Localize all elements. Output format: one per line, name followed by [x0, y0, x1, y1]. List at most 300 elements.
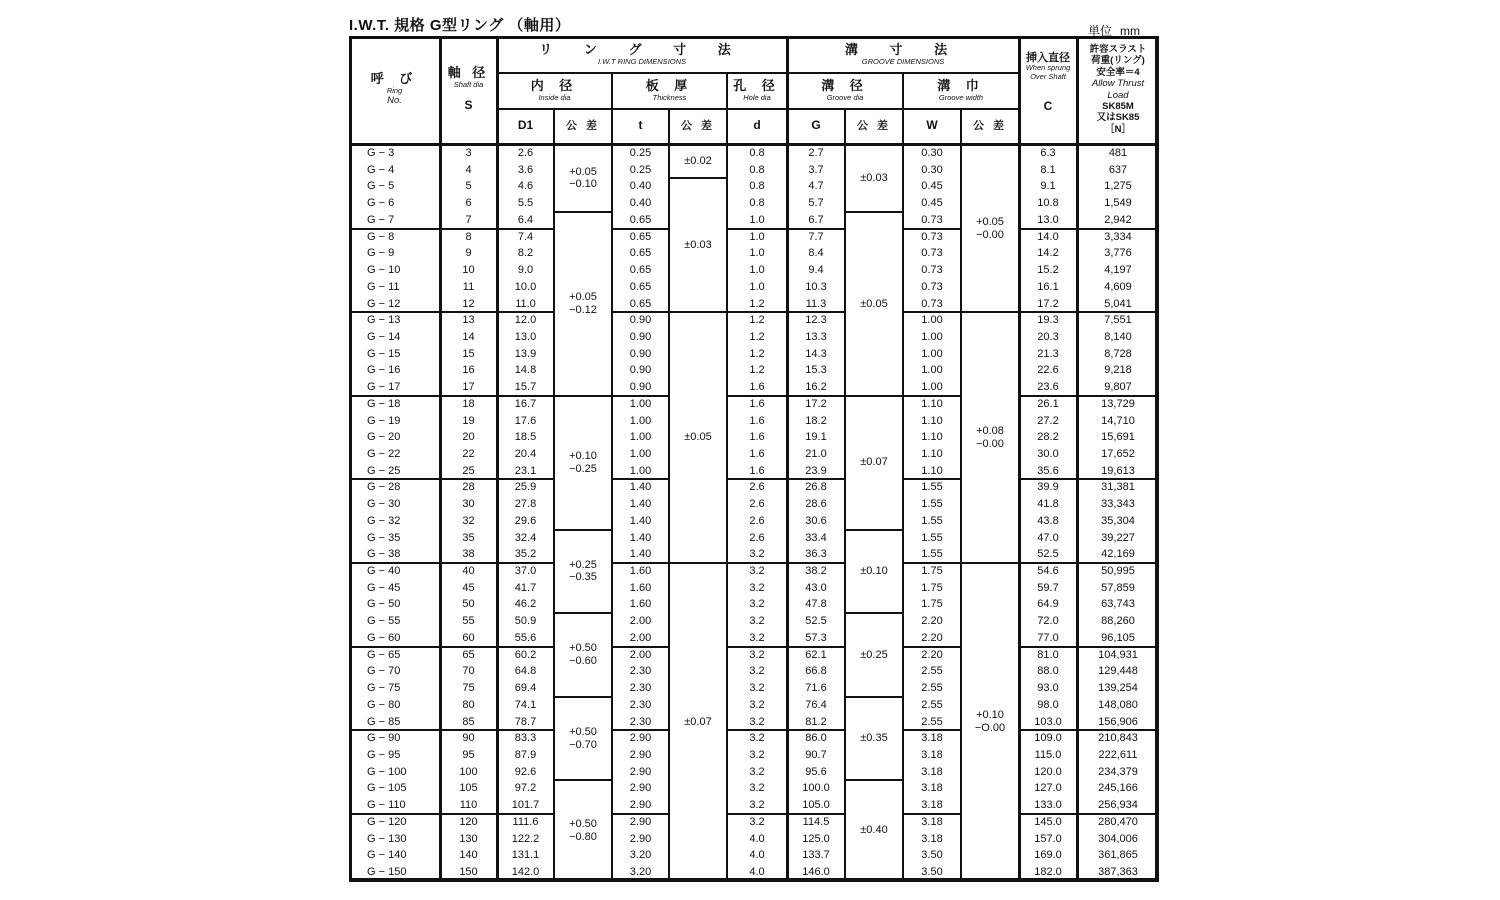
cell-no: G − 16 — [367, 364, 401, 377]
cell-g: 36.3 — [805, 548, 827, 561]
grid-line — [903, 729, 961, 731]
cell-d: 0.8 — [749, 197, 765, 210]
ring-no-en: Ring — [386, 86, 403, 96]
cell-no: G − 100 — [367, 765, 407, 778]
cell-d: 3.2 — [749, 615, 765, 628]
grid-line — [1077, 395, 1159, 397]
cell-t: 0.40 — [629, 180, 652, 193]
cell-d1: 17.6 — [514, 414, 537, 427]
cell-s: 11 — [462, 280, 475, 293]
grid-line — [668, 108, 670, 882]
cell-s: 140 — [459, 849, 478, 862]
cell-s: 45 — [462, 581, 475, 594]
cell-t: 0.65 — [629, 264, 652, 277]
cell-g: 105.0 — [802, 799, 830, 812]
thrust-l8: ［N］ — [1105, 123, 1131, 135]
cell-d: 3.2 — [749, 698, 765, 711]
cell-g: 26.8 — [805, 481, 827, 494]
cell-c: 19.3 — [1037, 314, 1059, 327]
cell-w: 0.73 — [921, 264, 943, 277]
grid-line — [903, 478, 961, 480]
grid-line — [496, 36, 499, 882]
cell-s: 65 — [462, 648, 475, 661]
grid-line — [612, 311, 669, 313]
cell-g: 8.4 — [808, 247, 824, 260]
cell-no: G − 55 — [367, 615, 401, 628]
cell-g: 38.2 — [805, 565, 827, 578]
cell-d1: 23.1 — [514, 464, 537, 477]
cell-no: G − 65 — [367, 648, 401, 661]
grid-line — [440, 478, 497, 480]
g-ring-spec-table — [349, 36, 1159, 882]
cell-c: 127.0 — [1034, 782, 1062, 795]
tolerance-minus: −0.10 — [569, 178, 597, 191]
grid-line — [726, 72, 728, 882]
cell-w: 3.18 — [921, 748, 943, 761]
grid-line — [727, 729, 787, 731]
cell-d: 2.6 — [749, 514, 765, 527]
cell-c: 35.6 — [1037, 464, 1059, 477]
cell-c: 64.9 — [1037, 598, 1059, 611]
tolerance-g — [845, 697, 903, 781]
grid-line — [612, 562, 669, 564]
grid-line — [1077, 729, 1159, 731]
cell-s: 19 — [462, 414, 475, 427]
grid-line — [1077, 813, 1159, 815]
cell-c: 81.0 — [1037, 648, 1059, 661]
inside-en: Inside dia — [538, 93, 571, 103]
cell-load: 14,710 — [1101, 414, 1135, 427]
tolerance-w — [961, 312, 1019, 563]
cell-s: 10 — [462, 264, 475, 277]
cell-c: 22.6 — [1037, 364, 1059, 377]
cell-t: 2.00 — [629, 631, 652, 644]
grid-line — [554, 529, 612, 531]
cell-load: 19,613 — [1101, 464, 1135, 477]
cell-d1: 60.2 — [514, 648, 537, 661]
cell-g: 76.4 — [805, 698, 827, 711]
cell-g: 9.4 — [808, 264, 824, 277]
header-sym-d1: D1 — [517, 118, 534, 133]
cell-s: 6 — [465, 197, 472, 210]
cell-g: 90.7 — [805, 748, 827, 761]
cell-no: G − 105 — [367, 782, 407, 795]
cell-t: 3.20 — [629, 865, 652, 878]
grid-line — [727, 562, 787, 564]
cell-load: 2,942 — [1104, 213, 1132, 226]
grid-line — [612, 729, 669, 731]
cell-t: 0.65 — [629, 213, 652, 226]
cell-s: 110 — [459, 799, 478, 812]
unit-value: mm — [1120, 24, 1141, 38]
cell-t: 2.30 — [629, 715, 652, 728]
cell-d1: 6.4 — [517, 213, 534, 226]
cell-s: 15 — [462, 347, 475, 360]
cell-no: G − 90 — [367, 732, 401, 745]
cell-load: 222,611 — [1098, 748, 1138, 761]
cell-s: 90 — [462, 732, 475, 745]
cell-d1: 74.1 — [514, 698, 537, 711]
cell-w: 1.75 — [921, 581, 943, 594]
grid-line — [1076, 36, 1079, 882]
cell-t: 0.25 — [629, 163, 652, 176]
cell-t: 2.90 — [629, 748, 652, 761]
cell-t: 0.65 — [629, 280, 652, 293]
header-groove-width — [903, 73, 1019, 109]
cell-no: G − 3 — [367, 147, 395, 160]
cell-no: G − 20 — [367, 431, 401, 444]
cell-d1: 5.5 — [517, 197, 534, 210]
grid-line — [844, 108, 846, 882]
cell-no: G − 10 — [367, 264, 401, 277]
cell-w: 3.50 — [921, 849, 943, 862]
cell-d: 0.8 — [749, 163, 765, 176]
tolerance-d1 — [554, 212, 612, 396]
cell-d1: 29.6 — [514, 514, 537, 527]
grid-line — [612, 646, 669, 648]
tolerance-minus: −0.25 — [569, 462, 597, 475]
cell-no: G − 8 — [367, 230, 395, 243]
cell-t: 1.40 — [629, 531, 652, 544]
cell-d: 1.6 — [749, 397, 765, 410]
grid-line — [497, 311, 554, 313]
grid-line — [1077, 311, 1159, 313]
cell-c: 26.1 — [1037, 397, 1059, 410]
cell-load: 139,254 — [1098, 682, 1138, 695]
cell-g: 4.7 — [808, 180, 824, 193]
cell-c: 72.0 — [1037, 615, 1059, 628]
cell-c: 157.0 — [1034, 832, 1062, 845]
cell-w: 1.55 — [921, 498, 943, 511]
tolerance-minus: −0.12 — [569, 303, 597, 316]
grid-line — [787, 562, 845, 564]
cell-d1: 41.7 — [514, 581, 537, 594]
grid-line — [845, 211, 903, 213]
thrust-l7: 又はSK85 — [1096, 112, 1140, 124]
cell-load: 42,169 — [1101, 548, 1135, 561]
cell-d: 3.2 — [749, 732, 765, 745]
header-shaft-dia — [440, 36, 497, 143]
cell-w: 1.00 — [921, 347, 943, 360]
cell-no: G − 150 — [367, 865, 407, 878]
header-ring-no — [349, 36, 440, 143]
grid-line — [787, 813, 845, 815]
tolerance-g — [845, 145, 903, 212]
grid-line — [903, 562, 961, 564]
cell-w: 1.10 — [921, 464, 943, 477]
cell-g: 23.9 — [805, 464, 827, 477]
header-tol-t: 公 差 — [680, 119, 716, 132]
cell-s: 16 — [462, 364, 475, 377]
grid-line — [440, 562, 497, 564]
cell-g: 57.3 — [805, 631, 827, 644]
grid-line — [497, 646, 554, 648]
cell-g: 30.6 — [805, 514, 827, 527]
cell-d: 1.2 — [749, 364, 765, 377]
cell-c: 169.0 — [1034, 849, 1062, 862]
cell-s: 17 — [462, 381, 475, 394]
cell-load: 9,218 — [1104, 364, 1132, 377]
cell-g: 19.1 — [805, 431, 827, 444]
tolerance-plus: ±0.25 — [860, 648, 888, 661]
header-groove-dimensions — [787, 36, 1019, 73]
groove-dim-jp: 溝 寸 法 — [844, 41, 962, 57]
cell-c: 109.0 — [1034, 732, 1062, 745]
tolerance-plus: ±0.10 — [860, 565, 888, 578]
cell-no: G − 22 — [367, 447, 401, 460]
cell-d1: 16.7 — [514, 397, 537, 410]
cell-w: 3.18 — [921, 799, 943, 812]
cell-no: G − 32 — [367, 514, 401, 527]
shaft-sym: S — [464, 98, 473, 113]
cell-g: 16.2 — [805, 381, 827, 394]
tolerance-plus: +0.50 — [569, 725, 597, 738]
header-tol-d1: 公 差 — [565, 119, 601, 132]
ring-no-jp: 呼 び — [370, 71, 419, 87]
cell-g: 62.1 — [805, 648, 827, 661]
grid-line — [611, 72, 613, 882]
cell-c: 28.2 — [1037, 431, 1059, 444]
grid-line — [1077, 646, 1159, 648]
cell-w: 2.55 — [921, 698, 943, 711]
cell-d: 1.6 — [749, 464, 765, 477]
cell-d: 3.2 — [749, 598, 765, 611]
cell-t: 2.30 — [629, 698, 652, 711]
cell-g: 12.3 — [805, 314, 827, 327]
grid-line — [903, 311, 961, 313]
thickness-en: Thickness — [652, 93, 687, 103]
cell-d: 3.2 — [749, 682, 765, 695]
cell-d: 3.2 — [749, 765, 765, 778]
cell-d1: 3.6 — [517, 163, 534, 176]
ring-dim-jp: リ ン グ 寸 法 — [539, 41, 745, 57]
cell-c: 39.9 — [1037, 481, 1059, 494]
grid-line — [787, 395, 845, 397]
grid-line — [727, 813, 787, 815]
cell-t: 1.60 — [629, 581, 652, 594]
cell-g: 71.6 — [805, 682, 827, 695]
tolerance-t — [669, 145, 727, 178]
grid-line — [903, 395, 961, 397]
tolerance-g — [845, 396, 903, 530]
cell-s: 3 — [465, 147, 472, 160]
ring-no-en2: No. — [387, 94, 402, 106]
cell-w: 0.30 — [921, 163, 943, 176]
cell-d1: 37.0 — [514, 565, 537, 578]
cell-no: G − 35 — [367, 531, 401, 544]
cell-load: 104,931 — [1098, 648, 1138, 661]
tolerance-minus: −0.60 — [569, 654, 597, 667]
cell-d1: 27.8 — [514, 498, 537, 511]
thrust-l3: 安全率＝4 — [1096, 66, 1140, 78]
grid-line — [1019, 562, 1077, 564]
cell-c: 43.8 — [1037, 514, 1059, 527]
grid-line — [727, 228, 787, 230]
grid-line — [612, 478, 669, 480]
tolerance-plus: ±0.07 — [860, 456, 888, 469]
cell-w: 3.18 — [921, 765, 943, 778]
grid-line — [349, 813, 440, 815]
cell-no: G − 28 — [367, 481, 401, 494]
cell-load: 7,551 — [1104, 314, 1132, 327]
shaft-jp: 軸 径 — [447, 64, 490, 80]
cell-g: 95.6 — [805, 765, 827, 778]
grid-line — [497, 478, 554, 480]
cell-s: 100 — [459, 765, 478, 778]
cell-load: 3,776 — [1104, 247, 1132, 260]
cell-s: 13 — [462, 314, 475, 327]
shaft-en: Shaft dia — [453, 79, 484, 89]
tolerance-plus: +0.25 — [569, 558, 597, 571]
cell-d: 3.2 — [749, 648, 765, 661]
cell-load: 1,549 — [1104, 197, 1132, 210]
cell-w: 1.55 — [921, 481, 943, 494]
cell-no: G − 7 — [367, 213, 395, 226]
cell-no: G − 17 — [367, 381, 401, 394]
cell-g: 18.2 — [805, 414, 827, 427]
grid-line — [787, 228, 845, 230]
cell-d1: 25.9 — [514, 481, 537, 494]
cell-load: 13,729 — [1101, 397, 1135, 410]
cell-d1: 122.2 — [511, 832, 540, 845]
cell-t: 2.90 — [629, 782, 652, 795]
tolerance-plus: +0.05 — [976, 215, 1004, 228]
cell-w: 1.55 — [921, 531, 943, 544]
cell-load: 637 — [1108, 163, 1128, 176]
tolerance-plus: +0.50 — [569, 642, 597, 655]
grid-line — [787, 311, 845, 313]
grid-line — [1019, 311, 1077, 313]
cell-no: G − 6 — [367, 197, 395, 210]
cell-load: 50,995 — [1101, 565, 1135, 578]
tolerance-plus: ±0.05 — [684, 431, 712, 444]
cell-s: 14 — [462, 330, 475, 343]
cell-d: 1.2 — [749, 314, 765, 327]
cell-c: 8.1 — [1040, 163, 1056, 176]
cell-w: 0.30 — [921, 147, 943, 160]
cell-t: 0.65 — [629, 297, 652, 310]
cell-load: 4,609 — [1104, 280, 1132, 293]
tolerance-plus: +0.05 — [569, 291, 597, 304]
cell-no: G − 15 — [367, 347, 401, 360]
cell-d: 3.2 — [749, 748, 765, 761]
header-tol-g: 公 差 — [856, 119, 892, 132]
grid-line — [349, 478, 440, 480]
cell-t: 1.40 — [629, 514, 652, 527]
cell-no: G − 85 — [367, 715, 401, 728]
cell-c: 14.2 — [1037, 247, 1059, 260]
cell-d1: 18.5 — [514, 431, 537, 444]
cell-d1: 20.4 — [514, 447, 537, 460]
cell-t: 1.40 — [629, 498, 652, 511]
cell-d1: 50.9 — [514, 615, 537, 628]
cell-load: 5,041 — [1104, 297, 1132, 310]
cell-no: G − 45 — [367, 581, 401, 594]
cell-load: 234,379 — [1098, 765, 1138, 778]
cell-d1: 2.6 — [517, 147, 534, 160]
cell-no: G − 11 — [367, 280, 400, 293]
cell-c: 98.0 — [1037, 698, 1059, 711]
header-groove-dia — [787, 73, 903, 109]
cell-s: 70 — [462, 665, 475, 678]
header-thickness — [612, 73, 727, 109]
header-ring-dimensions — [497, 36, 787, 73]
cell-s: 4 — [465, 163, 472, 176]
cell-s: 20 — [462, 431, 475, 444]
cell-w: 3.18 — [921, 815, 943, 828]
cell-load: 88,260 — [1101, 615, 1135, 628]
cell-d1: 83.3 — [514, 732, 537, 745]
tolerance-minus: −0.00 — [976, 437, 1004, 450]
cell-load: 361,865 — [1098, 849, 1138, 862]
tolerance-d1 — [554, 530, 612, 614]
cell-no: G − 70 — [367, 665, 401, 678]
cell-load: 3,334 — [1104, 230, 1132, 243]
cell-c: 23.6 — [1037, 381, 1059, 394]
tolerance-minus: −O.00 — [974, 721, 1006, 734]
tolerance-g — [845, 613, 903, 697]
cell-g: 100.0 — [802, 782, 830, 795]
cell-t: 2.30 — [629, 682, 652, 695]
cell-d1: 97.2 — [514, 782, 537, 795]
cell-g: 114.5 — [802, 815, 830, 828]
cell-g: 86.0 — [805, 732, 827, 745]
cell-t: 0.40 — [629, 197, 652, 210]
grid-line — [554, 612, 612, 614]
grid-line — [497, 729, 554, 731]
tolerance-w — [961, 145, 1019, 312]
cell-s: 105 — [459, 782, 478, 795]
header-inside-dia — [497, 73, 612, 109]
cell-t: 1.00 — [629, 431, 652, 444]
tolerance-minus: −0.80 — [569, 830, 597, 843]
tolerance-minus: −0.00 — [976, 228, 1004, 241]
cell-no: G − 12 — [367, 297, 401, 310]
tolerance-plus: ±0.02 — [684, 155, 712, 168]
tolerance-g — [845, 530, 903, 614]
cell-t: 2.90 — [629, 815, 652, 828]
cell-no: G − 95 — [367, 748, 401, 761]
cell-s: 25 — [462, 464, 475, 477]
tolerance-plus: ±0.03 — [860, 172, 888, 185]
grid-line — [440, 729, 497, 731]
cell-d: 3.2 — [749, 548, 765, 561]
tolerance-minus: −0.35 — [569, 571, 597, 584]
cell-no: G − 120 — [367, 815, 407, 828]
tolerance-plus: ±0.35 — [860, 732, 888, 745]
cell-load: 481 — [1108, 147, 1128, 160]
cell-c: 13.0 — [1037, 213, 1059, 226]
grid-line — [961, 311, 1019, 313]
tolerance-g — [845, 780, 903, 880]
cell-no: G − 19 — [367, 414, 401, 427]
cell-w: 0.73 — [921, 297, 943, 310]
cell-no: G − 9 — [367, 247, 395, 260]
cell-load: 15,691 — [1101, 431, 1135, 444]
cell-no: G − 14 — [367, 330, 401, 343]
grid-line — [554, 779, 612, 781]
cell-d: 3.2 — [749, 815, 765, 828]
cell-load: 256,934 — [1098, 799, 1138, 812]
cell-g: 13.3 — [805, 330, 827, 343]
grid-line — [349, 228, 440, 230]
cell-s: 80 — [462, 698, 475, 711]
cell-t: 0.65 — [629, 247, 652, 260]
cell-c: 77.0 — [1037, 631, 1059, 644]
cell-s: 75 — [462, 682, 475, 695]
cell-w: 1.00 — [921, 364, 943, 377]
cell-no: G − 130 — [367, 832, 407, 845]
